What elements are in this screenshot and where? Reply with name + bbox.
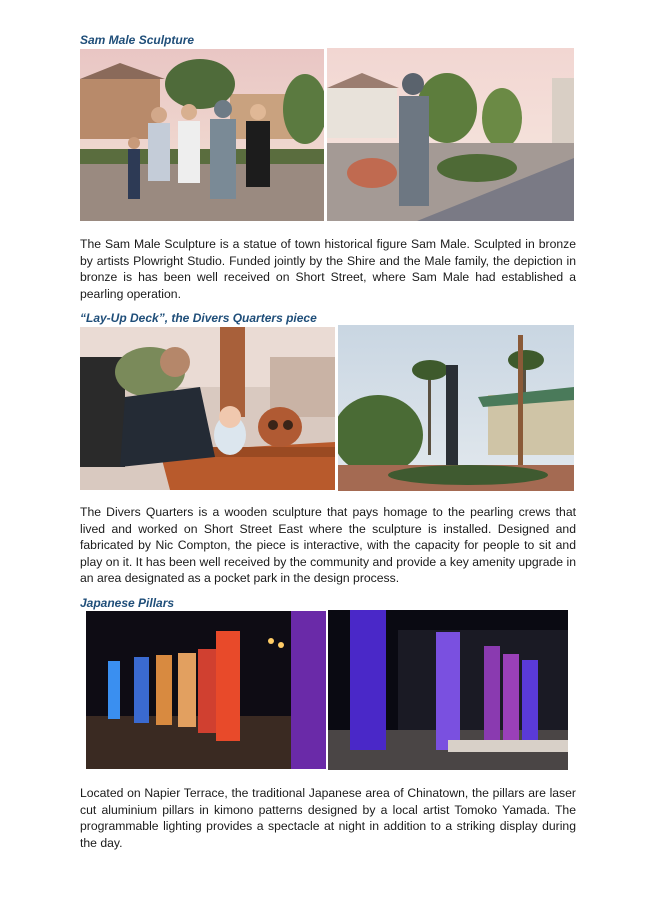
- photo-sam-male-statue: [327, 48, 574, 221]
- photo-sam-male-group: [80, 49, 324, 221]
- section-body-sam-male: The Sam Male Sculpture is a statue of town historical figure Sam Male. Sculpted in bronze by artists Plowright Studio. Funded jointly by the Shire and the Male family, the depiction in bronze is has been well received on Short Street, where Sam Male had established a pearling operation.: [80, 237, 576, 301]
- photo-divers-quarters-park: [338, 325, 574, 491]
- section-heading-japanese-pillars: Japanese Pillars: [80, 596, 175, 610]
- section-heading-sam-male: Sam Male Sculpture: [80, 33, 195, 47]
- section-heading-divers-quarters: “Lay-Up Deck”, the Divers Quarters piece: [80, 311, 317, 325]
- section-body-japanese-pillars: Located on Napier Terrace, the traditional Japanese area of Chinatown, the pillars are laser cut aluminium pillars in kimono patterns designed by a local artist Tomoko Yamada. The programmable lighting provides a spectacle at night in addition to a striking display during the day.: [80, 786, 576, 850]
- photo-japanese-pillars-right: [328, 610, 568, 770]
- photo-japanese-pillars-left: [86, 611, 326, 769]
- section-body-divers-quarters: The Divers Quarters is a wooden sculpture that pays homage to the pearling crews that lived and worked on Short Street East where the sculpture is installed. Designed and fabricated by Nic Compton, the piece is interactive, with the capacity for people to sit and play on it. It has been well received by the community and provide a key amenity upgrade in an area designated as a pocket park in the design process.: [80, 505, 576, 585]
- photo-divers-quarters-man-baby: [80, 327, 335, 490]
